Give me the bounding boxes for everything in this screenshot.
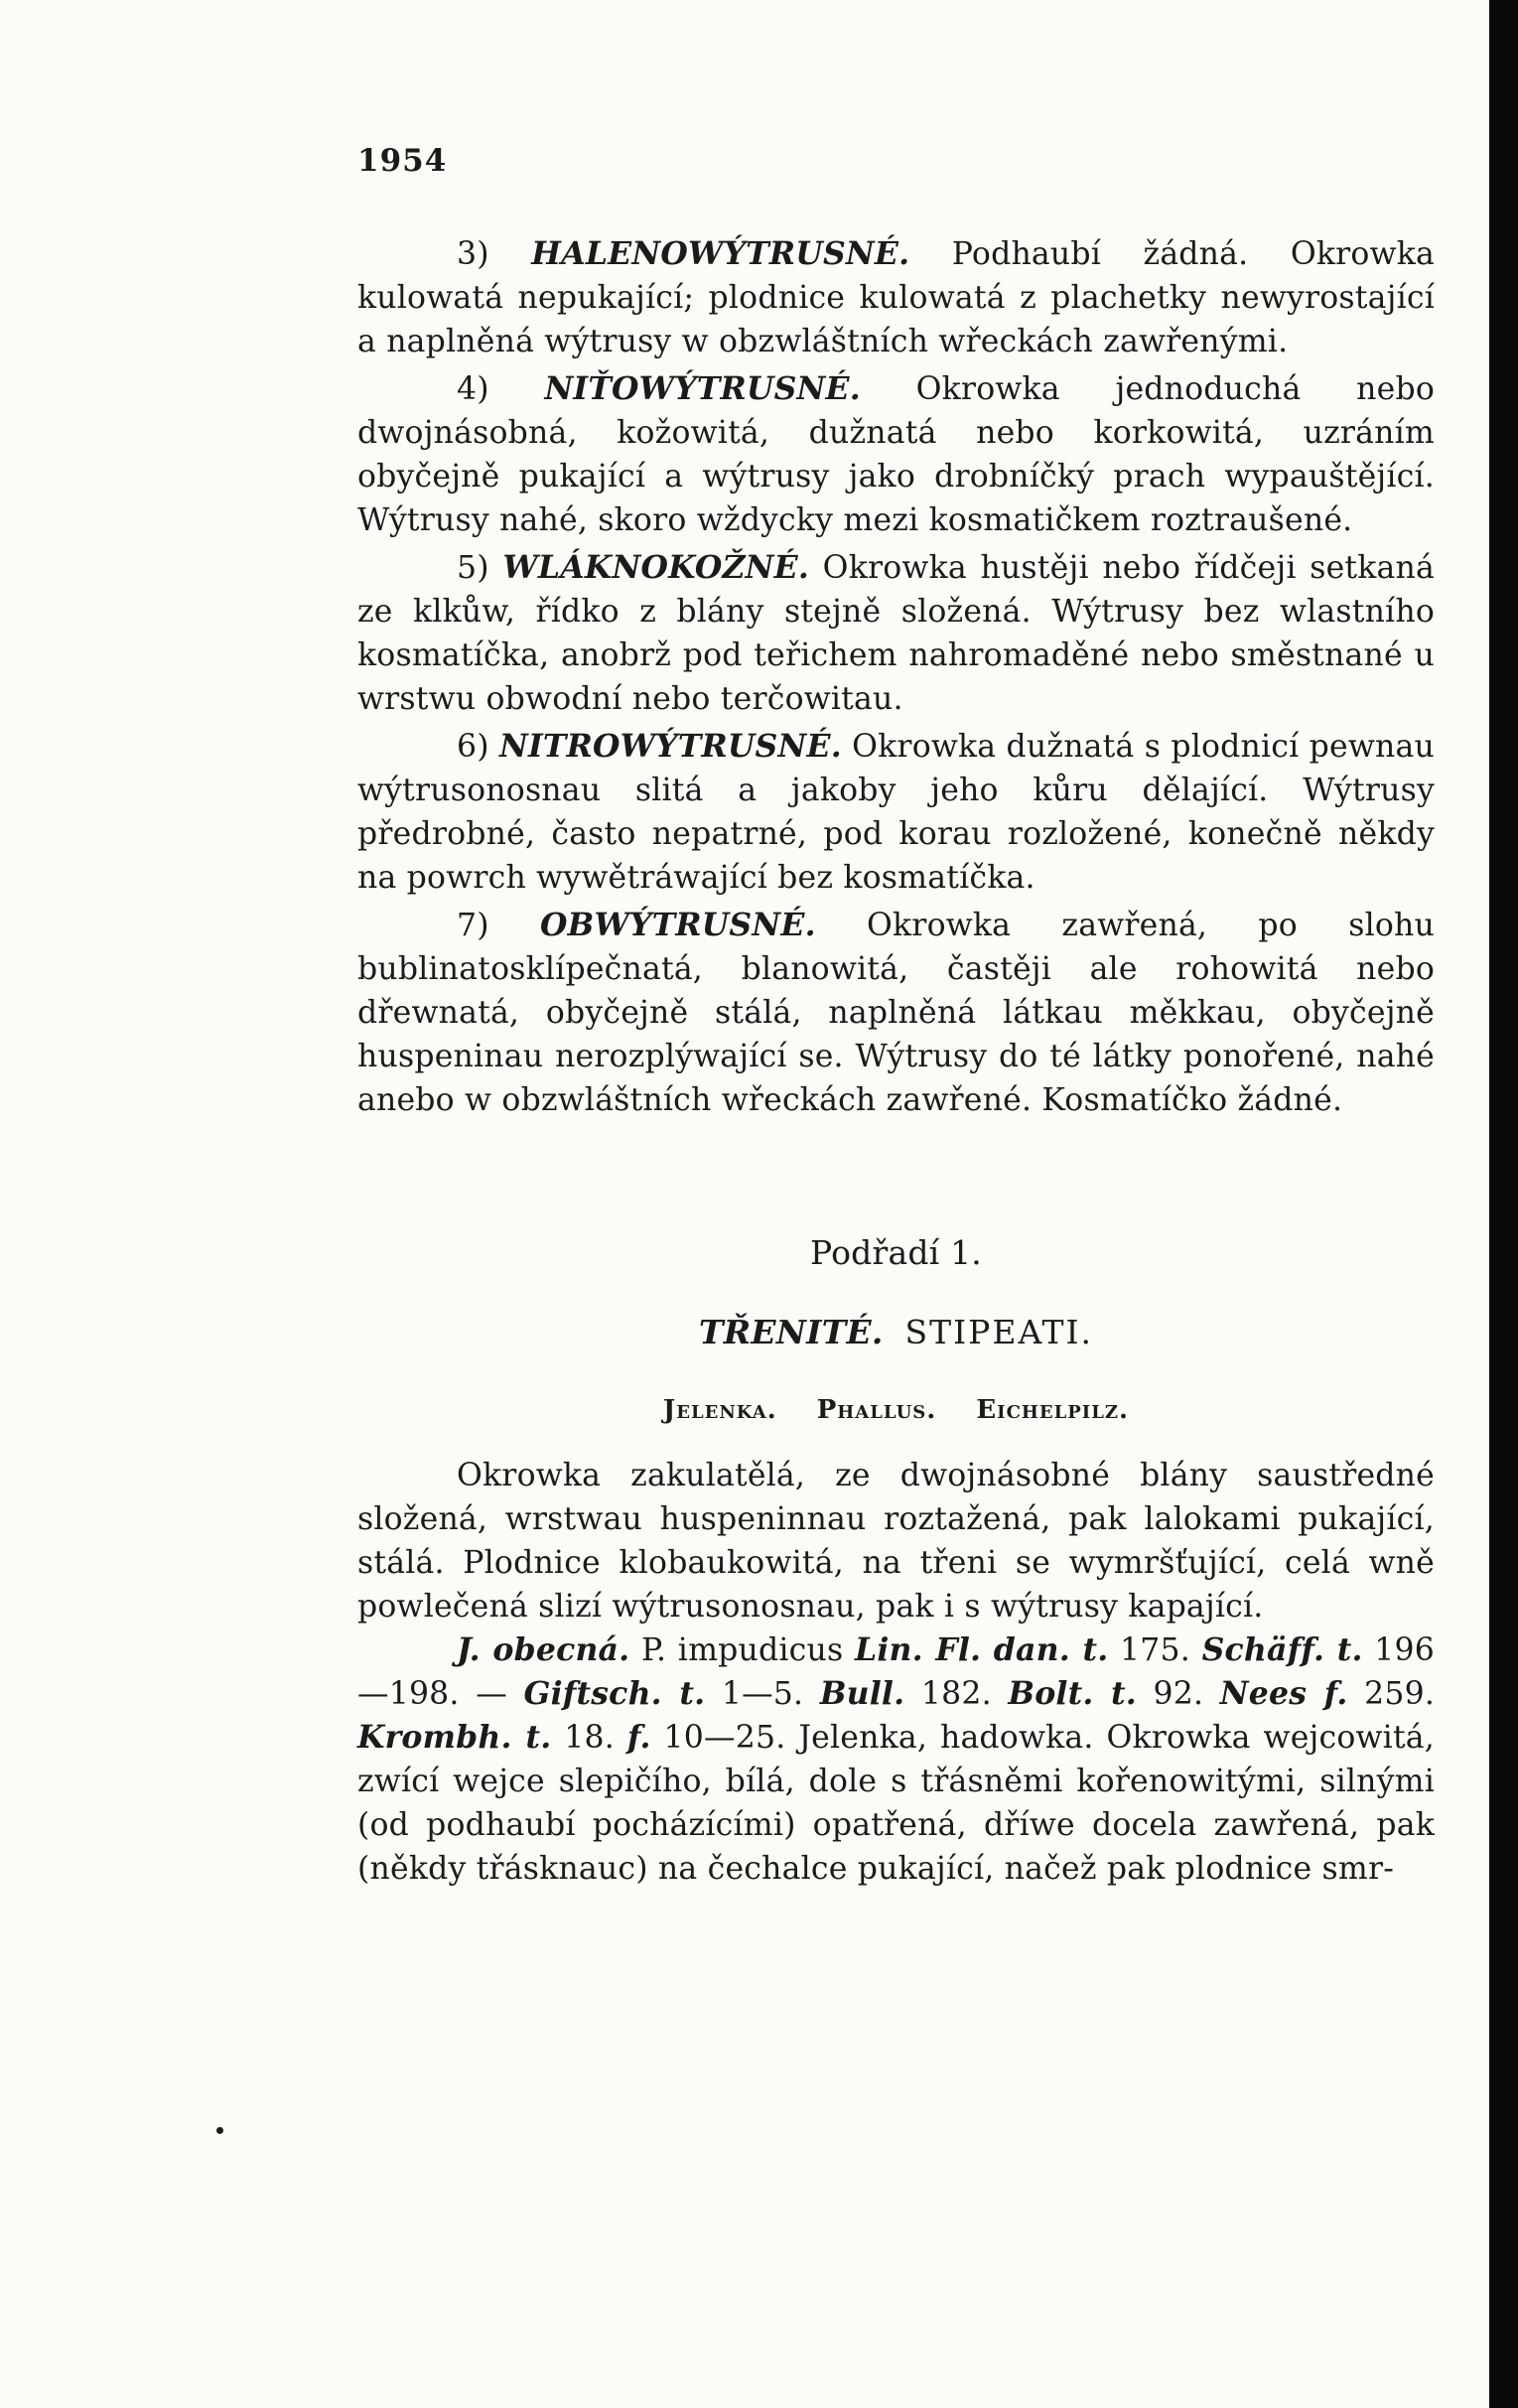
group-text: Podhaubí žádná. Okrowka kulowatá nepukající; plodnice kulowatá z plachetky newyrostající a naplněná wýtrusy w obzwláštních wřeckách zawřenými. (357, 236, 1436, 359)
margin-dot (216, 2127, 223, 2134)
group-number: 5) (457, 550, 489, 586)
family-name-czech: TŘENITÉ. (698, 1313, 884, 1351)
group-number: 4) (457, 371, 489, 407)
group-number: 3) (457, 236, 489, 272)
genus-names (357, 1388, 1435, 1432)
citation: Bull. (819, 1675, 905, 1712)
group-heading: NITROWÝTRUSNÉ. (499, 728, 842, 765)
group-heading: WLÁKNOKOŽNÉ. (502, 549, 810, 586)
page-text (357, 139, 1435, 1895)
family-title (357, 1311, 1435, 1354)
group-heading: OBWÝTRUSNÉ. (540, 907, 816, 943)
citation: Giftsch. t. (523, 1675, 706, 1712)
group-4 (357, 367, 1435, 542)
species-text: Jelenka, hadowka. Okrowka wejcowitá, zwící wejce slepičího, bílá, dole s třásněmi kořenowitými, silnými (od podhaubí pocházícími) opatřená, dříwe docela zawřená, pak (někdy třásknauc) na čechalce pukající, načež pak plodnice smr- (357, 1720, 1436, 1887)
citation-ref: 10—25. (663, 1720, 786, 1756)
group-text: Okrowka jednoduchá nebo dwojnásobná, kožowitá, dužnatá nebo korkowitá, uzráním obyčejně pukající a wýtrusy jako drobníčký prach wypauštějící. Wýtrusy nahé, skoro wždycky mezi kosmatičkem roztraušené. (357, 371, 1436, 538)
family-name-latin: STIPEATI. (904, 1313, 1094, 1351)
citation-ref: 182. (920, 1676, 992, 1712)
group-text: Okrowka hustěji nebo řídčeji setkaná ze klkůw, řídko z blány stejně složená. Wýtrusy bez wlastního kosmatíčka, anobrž pod teřichem nahromaděné nebo směstnané u wrstwu obwodní nebo terčowitau. (357, 550, 1436, 717)
citation: Nees f. (1219, 1675, 1348, 1712)
species-name: J. obecná. (457, 1631, 630, 1668)
citation: f. (626, 1719, 651, 1756)
group-6 (357, 725, 1435, 900)
group-7 (357, 904, 1435, 1122)
group-heading: NIŤOWÝTRUSNÉ. (544, 370, 861, 407)
group-3 (357, 232, 1435, 363)
genus-name: Eichelpilz. (976, 1395, 1130, 1425)
citation: Lin. Fl. dan. t. (854, 1631, 1109, 1668)
group-number: 6) (457, 729, 489, 765)
group-heading: HALENOWÝTRUSNÉ. (531, 235, 910, 272)
family-description: Okrowka zakulatělá, ze dwojnásobné blány saustředné složená, wrstwau huspeninnau roztažená, pak lalokami pukající, stálá. Plodnice klobaukowitá, na třeni se wymršťující, celá wně powlečená slizí wýtrusonosnau, pak i s wýtrusy kapající. (357, 1458, 1435, 1625)
citation-ref: 1—5. (721, 1676, 804, 1712)
group-text: Okrowka dužnatá s plodnicí pewnau wýtrusonosnau slitá a jakoby jeho kůru dělající. Wýtrusy předrobné, často nepatrné, pod korau rozložené, konečně někdy na powrch wywětráwající bez kosmatíčka. (357, 729, 1435, 896)
citation-ref: 92. (1153, 1676, 1204, 1712)
genus-name: Phallus. (816, 1395, 937, 1425)
citation: Bolt. t. (1008, 1675, 1137, 1712)
group-5 (357, 546, 1435, 721)
citation: Schäff. t. (1201, 1631, 1363, 1668)
citation-ref: 259. (1364, 1676, 1436, 1712)
citation-ref: 196—198. — (357, 1632, 1436, 1712)
citation-ref: 175. (1120, 1632, 1190, 1668)
group-text: Okrowka zawřená, po slohu bublinatosklípečnatá, blanowitá, častěji ale rohowitá nebo dřewnatá, obyčejně stálá, naplněná látkau měkkau, obyčejně huspeninau nerozplýwající se. Wýtrusy do té látky ponořené, nahé anebo w obzwláštních wřeckách zawřené. Kosmatíčko žádné. (357, 908, 1435, 1118)
page-number: 1954 (357, 143, 448, 179)
suborder-title: Podřadí 1. (810, 1233, 982, 1272)
scan-border (1489, 0, 1518, 2408)
genus-name: Jelenka. (662, 1395, 777, 1425)
group-number: 7) (457, 908, 489, 943)
species-entry (357, 1629, 1435, 1891)
species-binomial: P. impudicus (640, 1632, 844, 1668)
citation-ref: 18. (564, 1720, 615, 1756)
citation: Krombh. t. (357, 1719, 552, 1756)
